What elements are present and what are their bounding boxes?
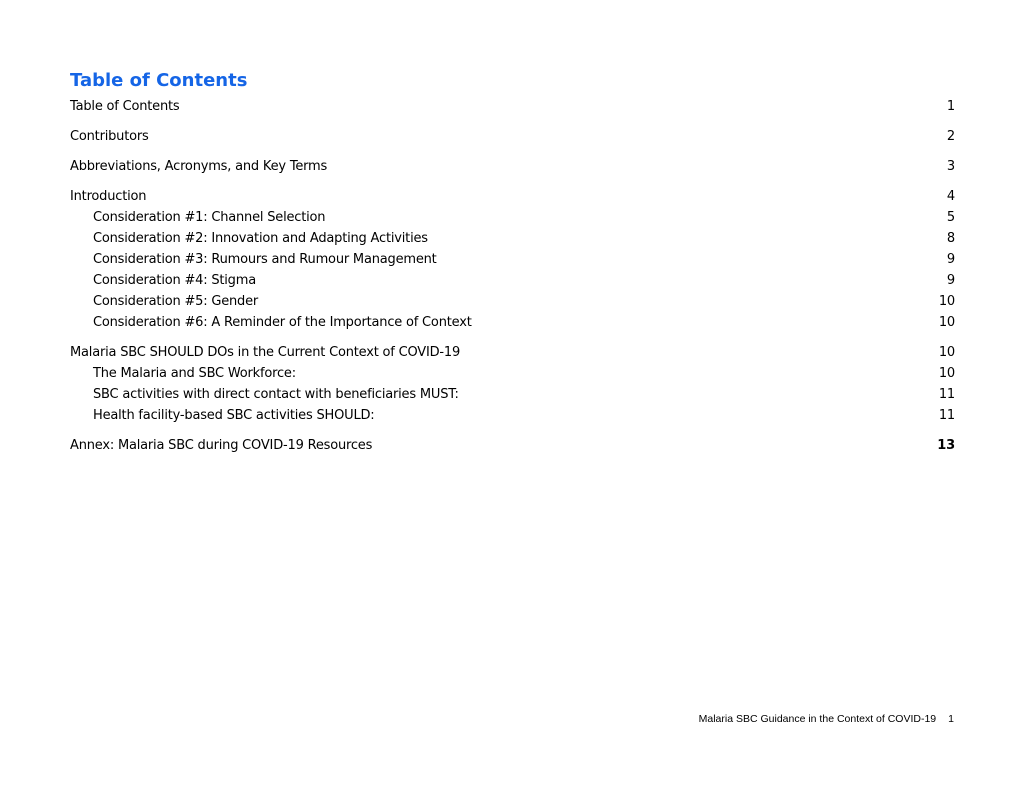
toc-entry-workforce[interactable] [70,363,955,384]
toc-entry-consideration-5[interactable] [70,291,955,312]
toc-entry-label: Annex: Malaria SBC during COVID-19 Resources [70,438,373,453]
toc-entry-page: 11 [938,387,955,402]
toc-entry-page: 8 [946,231,955,246]
toc-entry-page: 10 [938,315,955,330]
toc-entry-label: Abbreviations, Acronyms, and Key Terms [70,159,328,174]
toc-entry-label: Consideration #6: A Reminder of the Importance of Context [93,315,472,330]
toc-entry-label: Health facility-based SBC activities SHOULD: [93,408,375,423]
toc-entry-label: Consideration #3: Rumours and Rumour Management [93,252,437,267]
toc-list [70,96,955,456]
toc-entry-consideration-4[interactable] [70,270,955,291]
toc-entry-health-facility[interactable] [70,405,955,426]
toc-entry-page: 11 [938,408,955,423]
toc-entry-page: 10 [938,366,955,381]
toc-entry-label: Consideration #1: Channel Selection [93,210,326,225]
toc-entry-consideration-3[interactable] [70,249,955,270]
toc-entry-page: 13 [937,438,955,453]
footer-page-number: 1 [948,713,954,725]
toc-entry-page: 1 [946,99,955,114]
toc-entry-label: Introduction [70,189,147,204]
toc-entry-consideration-1[interactable] [70,207,955,228]
toc-entry-should-dos[interactable] [70,342,955,363]
toc-entry-label: Consideration #5: Gender [93,294,259,309]
toc-entry-page: 2 [946,129,955,144]
toc-entry-introduction[interactable] [70,186,955,207]
toc-entry-page: 5 [946,210,955,225]
toc-entry-annex[interactable] [70,435,955,456]
toc-entry-abbreviations[interactable] [70,156,955,177]
toc-entry-page: 4 [946,189,955,204]
toc-entry-page: 10 [938,345,955,360]
toc-entry-page: 10 [938,294,955,309]
toc-entry-label: Consideration #2: Innovation and Adapting Activities [93,231,428,246]
toc-entry-label: Contributors [70,129,149,144]
toc-entry-consideration-2[interactable] [70,228,955,249]
toc-entry-table-of-contents[interactable] [70,96,955,117]
footer-title: Malaria SBC Guidance in the Context of COVID-19 [698,713,937,725]
page-footer [699,711,954,727]
toc-entry-label: Table of Contents [70,99,180,114]
toc-entry-page: 9 [946,252,955,267]
toc-entry-consideration-6[interactable] [70,312,955,333]
toc-entry-page: 9 [946,273,955,288]
toc-entry-label: The Malaria and SBC Workforce: [93,366,296,381]
toc-entry-label: SBC activities with direct contact with beneficiaries MUST: [93,387,459,402]
toc-entry-direct-contact[interactable] [70,384,955,405]
toc-entry-label: Malaria SBC SHOULD DOs in the Current Context of COVID-19 [70,345,461,360]
toc-entry-contributors[interactable] [70,126,955,147]
toc-entry-label: Consideration #4: Stigma [93,273,256,288]
toc-heading: Table of Contents [70,70,248,91]
toc-entry-page: 3 [946,159,955,174]
